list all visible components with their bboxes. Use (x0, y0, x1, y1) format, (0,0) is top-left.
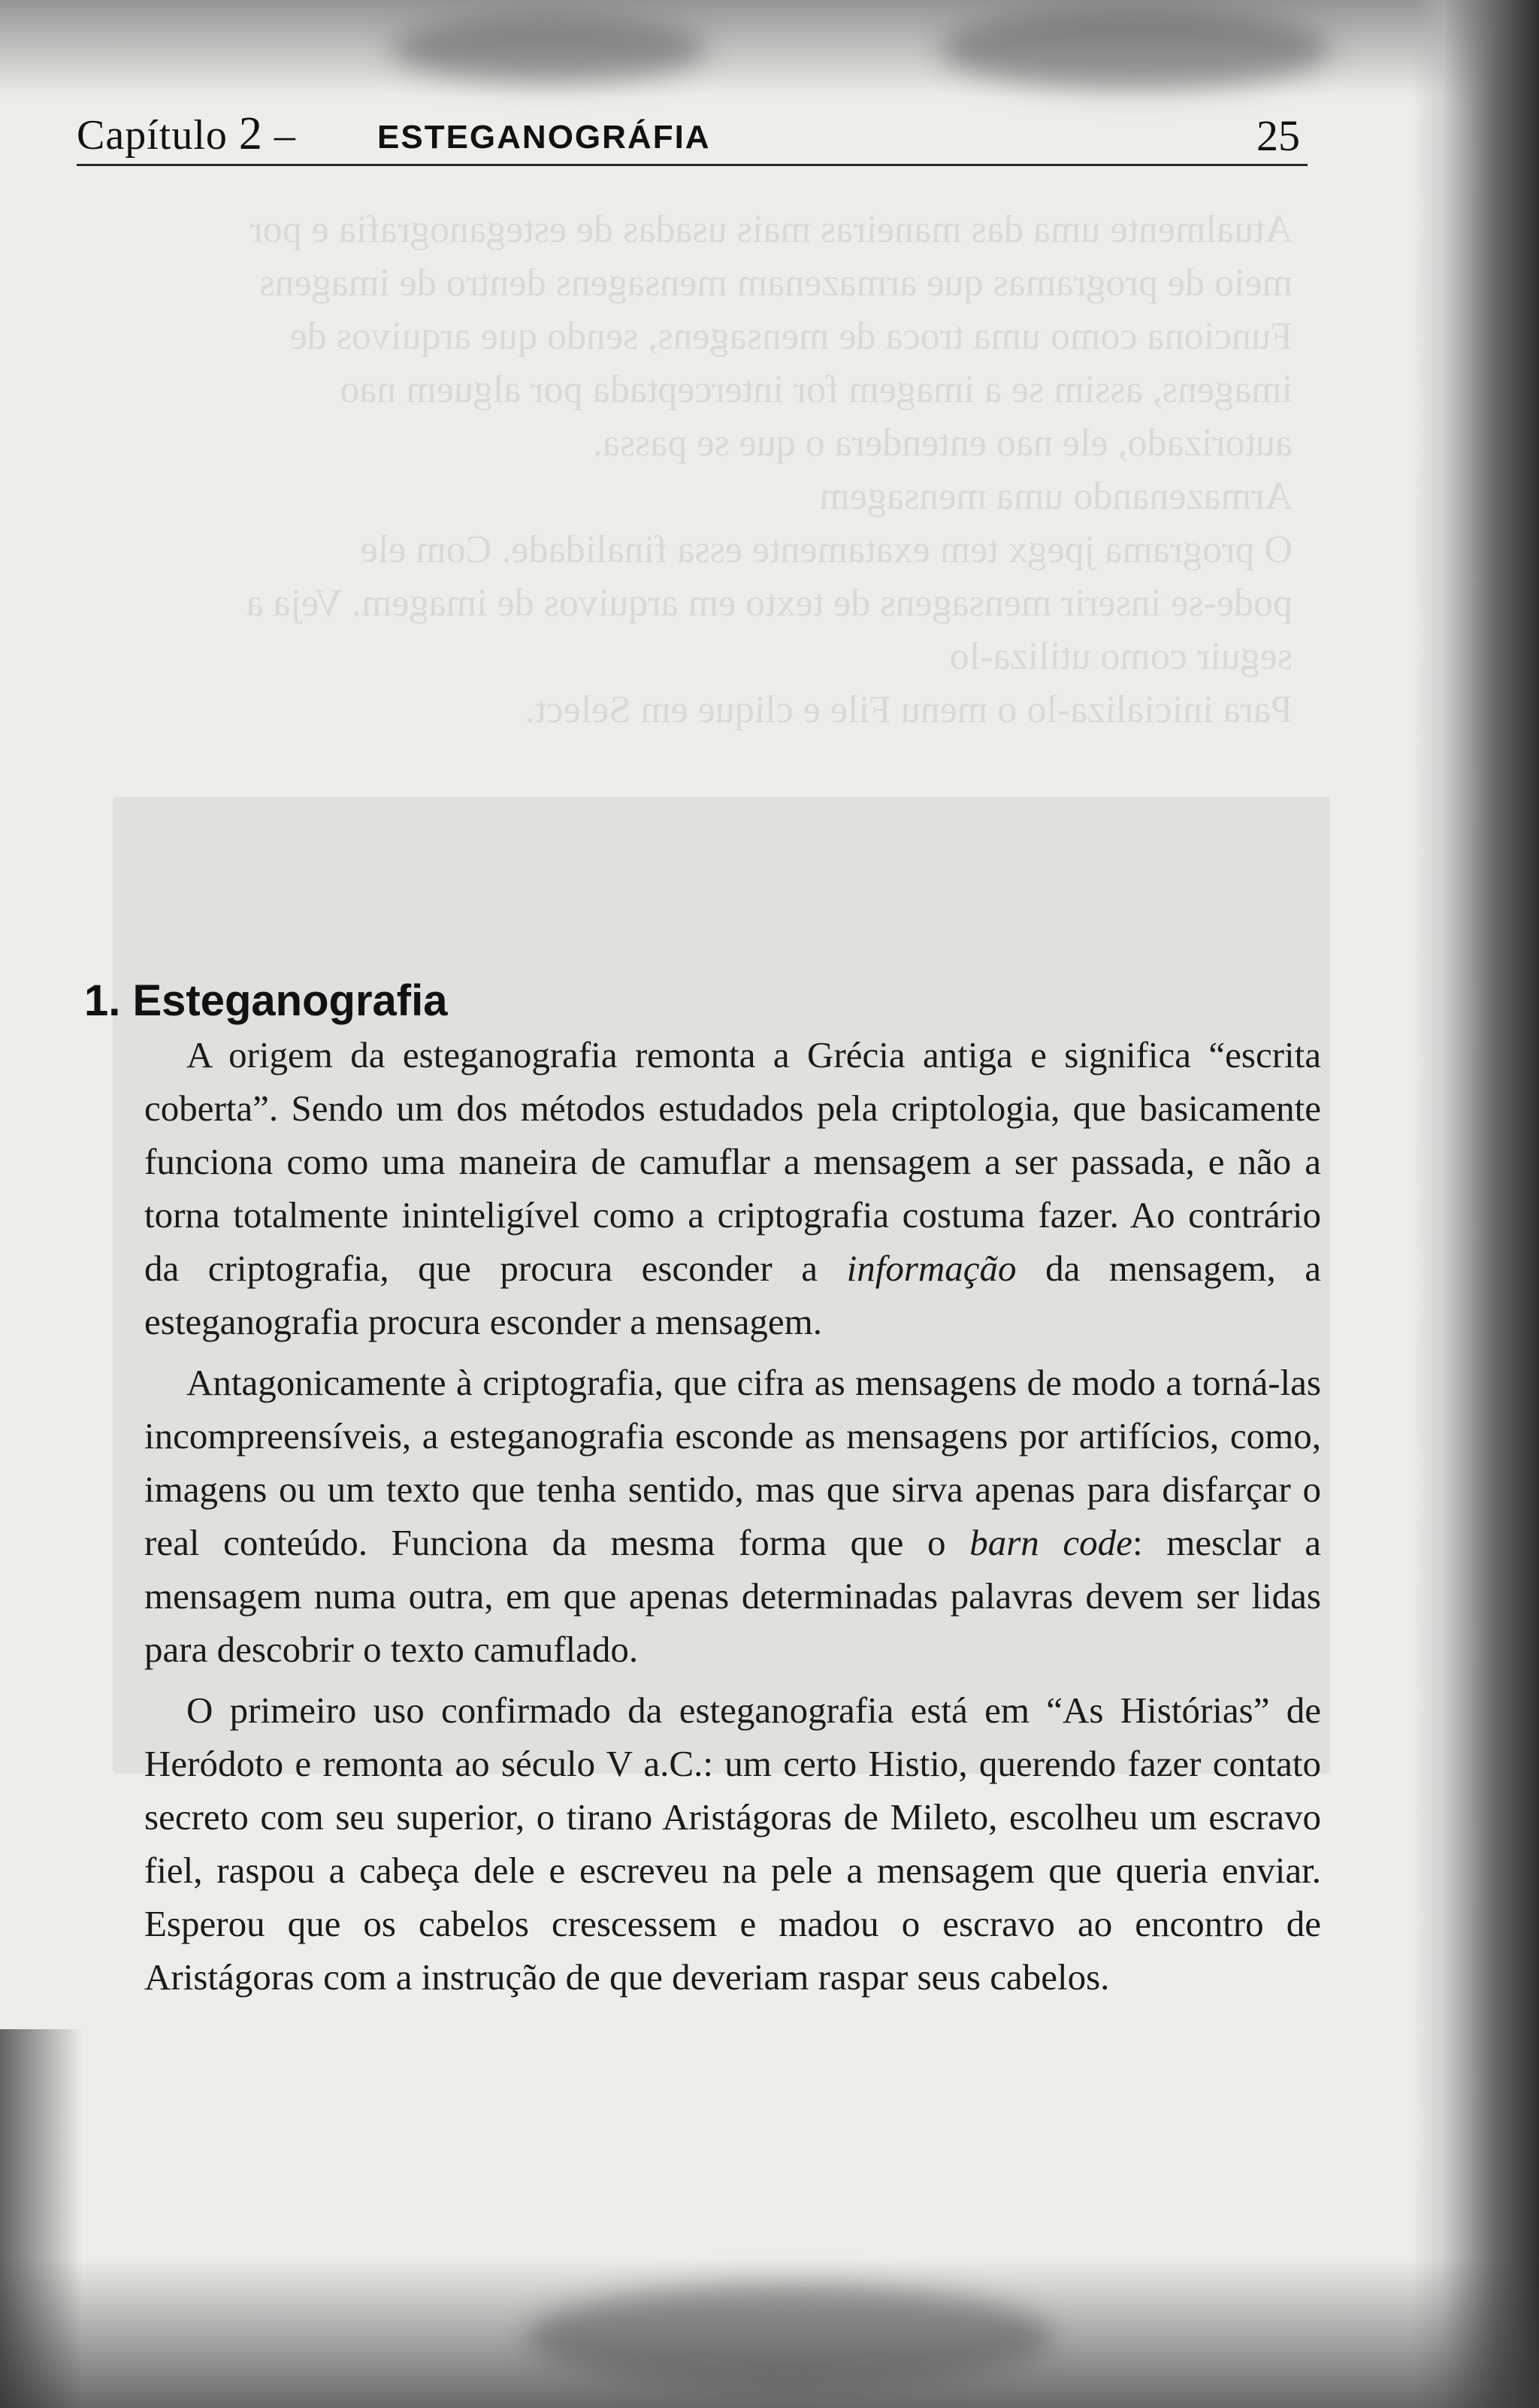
paragraph-2: Antagonicamente à criptografia, que cifra as mensagens de modo a torná-las incompreensíveis, a esteganografia esconde as mensagens por artifícios, como, imagens ou um texto que tenha sentido, mas que sirva apenas para disfarçar o real conteúdo. Funciona da mesma forma que o barn code: mesclar a mensagem numa outra, em que apenas determinadas palavras devem ser lidas para descobrir o texto camuflado. (144, 1362, 1321, 1670)
chapter-number: 2 (238, 108, 263, 159)
bleed-through-text: Atualmente uma das maneiras mais usadas de esteganografia e por meio de programas que armazenam mensagens dentro de imagens Funciona como uma troca de mensagens, sendo que arquivos de imagens, assim se a imagem for interceptada por alguem nao autorizado, ele nao entendera o que se passa. Armazenando uma mensagem O programa jpegx tem exatamente essa finalidade. Com ele pode-se inserir mensagens de texto em arquivos de imagem. Veja a seguir como utiliza-lo Para inicializa-lo o menu File e clique em Select. (246, 208, 1293, 731)
scan-shadow-right (1411, 0, 1539, 2408)
chapter-title: ESTEGANOGRÁFIA (377, 119, 711, 156)
smudge-bottom (526, 2285, 1052, 2390)
body-text (144, 1028, 1321, 2004)
emphasis-informacao: informação (846, 1248, 1017, 1289)
emphasis-barn-code: barn code (969, 1522, 1132, 1563)
page-number: 25 (1256, 111, 1300, 160)
running-header (77, 96, 1308, 166)
paragraph-3: O primeiro uso confirmado da esteganografia está em “As Histórias” de Heródoto e remonta ao século V a.C.: um certo Histio, querendo fazer contato secreto com seu superior, o tirano Aristágoras de Mileto, escolheu um escravo fiel, raspou a cabeça dele e escreveu na pele a mensagem que queria enviar. Esperou que os cabelos crescessem e madou o escravo ao encontro de Aristágoras com a instrução de que deveriam raspar seus cabelos. (144, 1690, 1321, 1998)
smudge-top-right (939, 8, 1330, 90)
scan-shadow-left (0, 2029, 83, 2408)
paragraph-1: A origem da esteganografia remonta a Grécia antiga e significa “escrita coberta”. Sendo um dos métodos estudados pela criptologia, que basicamente funciona como uma maneira de camuflar a mensagem a ser passada, e não a torna totalmente ininteligível como a criptografia costuma fazer. Ao contrário da criptografia, que procura esconder a informação da mensagem, a esteganografia procura esconder a mensagem. (144, 1034, 1321, 1342)
chapter-label: Capítulo 2 – (77, 108, 296, 159)
chapter-separator: – (274, 112, 296, 159)
smudge-top (391, 15, 706, 83)
section-heading: 1. Esteganografia (84, 976, 448, 1025)
